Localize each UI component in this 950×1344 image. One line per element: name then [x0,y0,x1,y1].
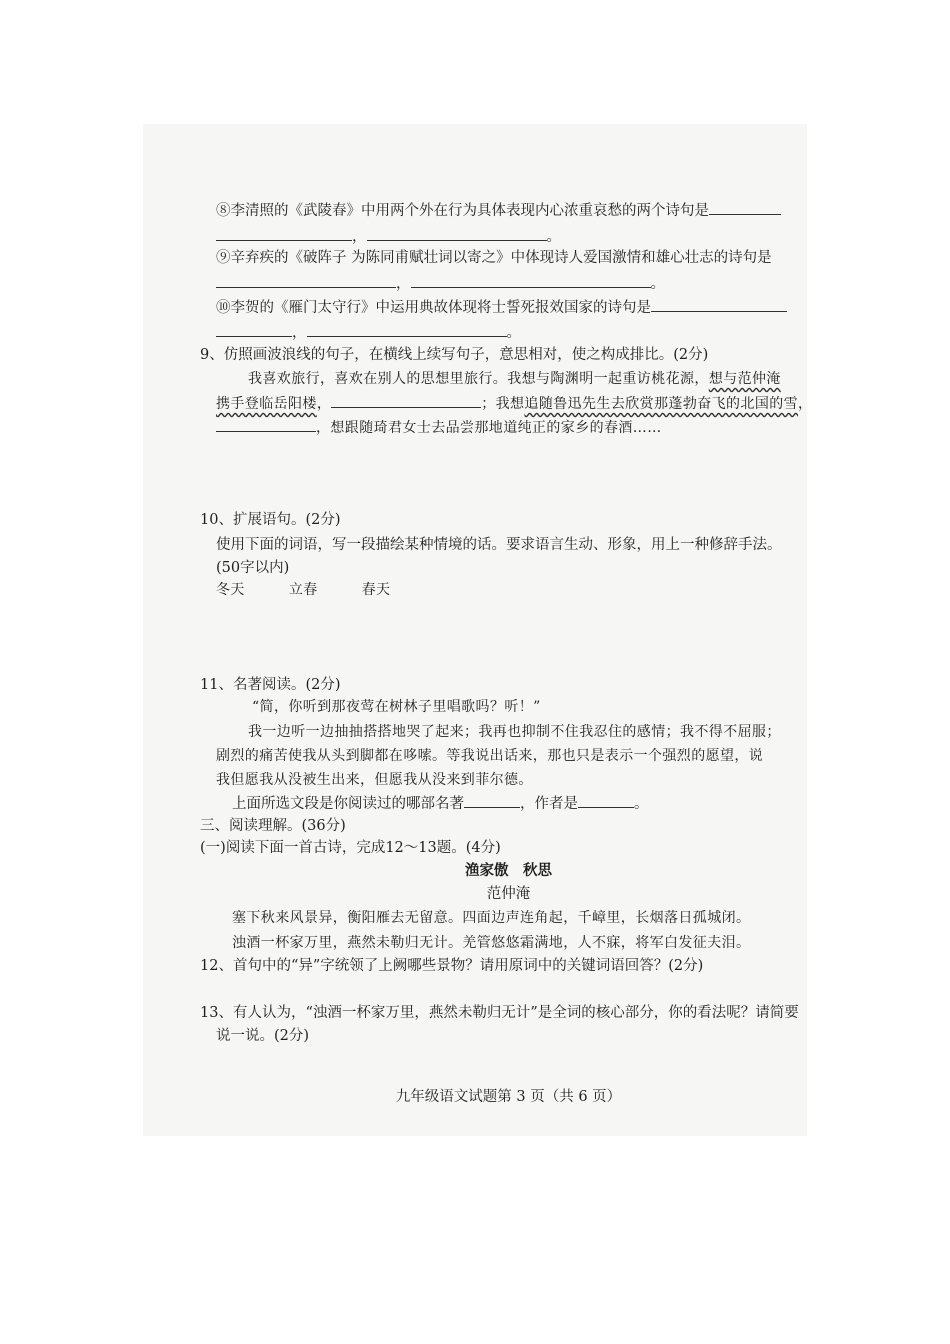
q11-stem: 11、名著阅读。(2分) [200,677,341,693]
section-3-title: 三、阅读理解。(36分) [200,818,346,834]
q8-item-9-blanks: ， 。 [216,273,801,294]
q8-item-10: ⑩李贺的《雁门太守行》中运用典故体现将士誓死报效国家的诗句是 [216,297,801,318]
q8-item-8: ⑧李清照的《武陵春》中用两个外在行为具体表现内心浓重哀愁的两个诗句是 [216,200,801,221]
q8-item-10-blanks: ， 。 [216,322,801,343]
q10-requirement-1: 使用下面的词语，写一段描绘某种情境的话。要求语言生动、形象，用上一种修辞手法。 [216,537,782,553]
q11-passage-line-1: 我一边听一边抽抽搭搭地哭了起来；我再也抑制不住我忍住的感情；我不得不屈服； [248,724,781,740]
q11-passage-line-2: 剧烈的痛苦使我从头到脚都在哆嗦。等我说出话来，那也只是表示一个强烈的愿望，说 [216,748,764,764]
q9-passage-line-2: 携手登临岳阳楼， ；我想追随鲁迅先生去欣赏那蓬勃奋飞的北国的雪， [216,393,801,414]
poem-title: 渔家傲 秋思 [465,862,552,879]
q11-question: 上面所选文段是你阅读过的哪部名著 ，作者是 。 [232,793,817,814]
q10-words: 冬天 立春 春天 [216,582,391,598]
poem-author: 范仲淹 [486,886,531,902]
q10-stem: 10、扩展语句。(2分) [200,512,341,528]
q11-quote: “简，你听到那夜莺在树林子里唱歌吗？听！” [252,699,541,715]
poem-line-1: 塞下秋来风景异，衡阳雁去无留意。四面边声连角起，千嶂里，长烟落日孤城闭。 [232,910,751,926]
page-footer: 九年级语文试题第 3 页（共 6 页） [395,1089,622,1105]
q12-stem: 12、首句中的“异”字统领了上阙哪些景物？请用原词中的关键词语回答？(2分) [200,958,704,974]
q11-passage-line-3: 我但愿我从没被生出来，但愿我从没来到菲尔德。 [216,772,533,788]
q8-item-9: ⑨辛弃疾的《破阵子 为陈同甫赋壮词以寄之》中体现诗人爱国激情和雄心壮志的诗句是 [216,250,772,266]
section-3-part-1: (一)阅读下面一首古诗，完成12～13题。(4分) [200,840,501,856]
q9-stem: 9、仿照画波浪线的句子，在横线上续写句子，意思相对，使之构成排比。(2分) [200,347,709,363]
q8-item-8-blanks: ， 。 [216,226,801,247]
poem-line-2: 浊酒一杯家万里，燕然未勒归无计。羌管悠悠霜满地，人不寐，将军白发征夫泪。 [232,935,751,951]
q9-passage-line-1: 我喜欢旅行，喜欢在别人的思想里旅行。我想与陶渊明一起重访桃花源，想与范仲淹 [248,371,781,387]
q13-stem-line-1: 13、有人认为，“浊酒一杯家万里，燕然未勒归无计”是全词的核心部分，你的看法呢？请简要 [200,1005,799,1021]
q9-passage-line-3: ，想跟随琦君女士去品尝那地道纯正的家乡的春酒…… [216,417,801,438]
q13-stem-line-2: 说一说。(2分) [216,1028,310,1044]
q10-requirement-2: (50字以内) [216,560,290,576]
